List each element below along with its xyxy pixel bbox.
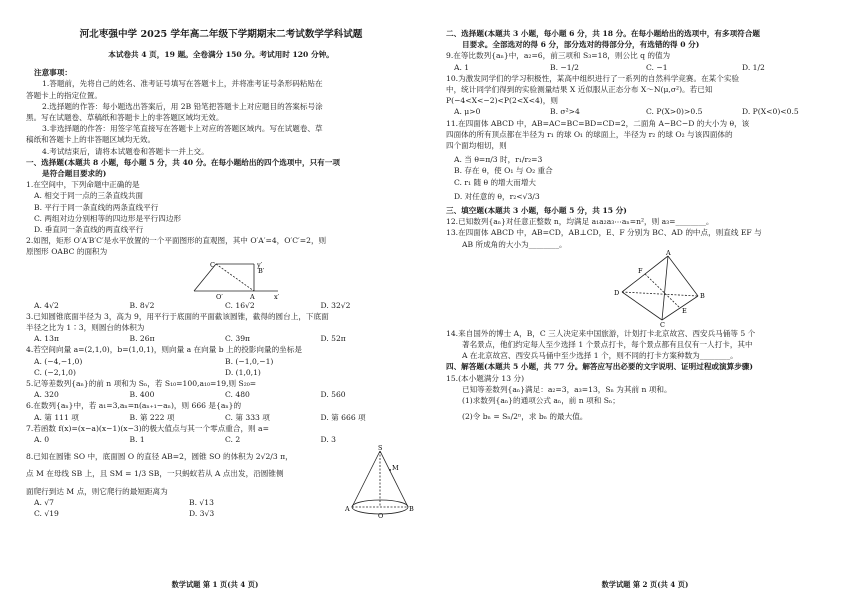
fig-label-x: x′ <box>274 292 280 300</box>
note-line: 2.选择题的作答：每小题选出答案后，用 2B 铅笔把答题卡上对应题目的答案标号涂 <box>42 101 323 111</box>
question-5: 5.记等差数列{aₙ}的前 n 项和为 Sₙ，若 S₁₀=100,a₁₀=19,则 S₂₀= <box>26 379 257 389</box>
note-line: 4.考试结束后，请将本试题卷和答题卡一并上交。 <box>42 146 209 156</box>
question-14: 著名景点，他们约定每人至少选择 1 个景点打卡，每个景点都有且仅有一人打卡，其中 <box>462 340 753 350</box>
option-a: A. μ>0 <box>454 107 481 117</box>
question-7: 7.若函数 f(x)=(x−a)(x−1)(x−3)的极大值点与其一个零点重合，则 a= <box>26 423 269 433</box>
option-d: D. 32√2 <box>320 300 351 310</box>
fig-label-b: B <box>409 505 414 514</box>
fig-label-b: B′ <box>258 266 265 275</box>
question-4-options <box>26 356 416 367</box>
section-heading: 四、解答题(本题共 5 小题，共 77 分。解答应写出必要的文字说明、证明过程或演算步骤) <box>446 362 753 372</box>
exam-page-2 <box>430 0 860 608</box>
question-8: 点 M 在母线 SB 上，且 SM = 1/3 SB，一只蚂蚁若从 A 点出发，沿圆锥侧 <box>26 469 284 479</box>
parallelogram-figure <box>26 258 426 300</box>
option-c: C. P(X>0)>0.5 <box>646 107 703 117</box>
option-b: B. 8√2 <box>129 300 155 310</box>
tetrahedron-figure <box>446 250 838 328</box>
page-footer: 数学试题 第 1 页(共 4 页) <box>171 580 259 589</box>
section-heading: 二、选择题(本题共 3 小题，每小题 6 分，共 18 分。在每小题给出的选项中，有多项符合题 <box>446 29 760 38</box>
exam-subtitle: 本试卷共 4 页，19 题。全卷满分 150 分。考试用时 120 分钟。 <box>108 49 334 59</box>
option-c: C. 16√2 <box>225 300 255 310</box>
notes-heading: 注意事项： <box>34 68 72 78</box>
note-line: 3.非选择题的作答：用签字笔直接写在答题卡上对应的答题区域内。写在试题卷、草 <box>42 124 323 134</box>
question-11: 11.在四面体 ABCD 中，AB=AC=BC=BD=CD=2，二面角 A−BC−D 的大小为 θ，该 <box>446 118 750 128</box>
option-c: C. −1 <box>646 62 668 72</box>
option-c: C. (−2,1,0) <box>34 367 76 377</box>
option-b: B. √13 <box>189 497 214 507</box>
note-line: 稿纸和答题卡上的非答题区域均无效。 <box>26 135 156 145</box>
fig-label-c: C <box>210 260 215 269</box>
question-2: 原图形 OABC 的面积为 <box>26 247 108 257</box>
question-14: 14.来自国外的博士 A，B，C 三人决定来中国旅游，计划打卡北京故宫、西安兵马俑等 5 个 <box>446 328 756 338</box>
question-10: 10.为激发同学们的学习积极性，某高中组织进行了一系列的自然科学竞赛。在某个实验 <box>446 73 740 83</box>
question-13: AB 所成角的大小为________。 <box>462 239 567 249</box>
option-d: D. 3√3 <box>189 509 215 519</box>
option-b: B. 1 <box>129 435 145 445</box>
question-2: 2.如图，矩形 O′A′B′C′是水平放置的一个平面图形的直观图，其中 O′A′=4，O′C′=2，则 <box>26 236 327 246</box>
question-10: 中，统计同学们得到的实验测量结果 X 近似服从正态分布 X～N(μ,σ²)。若已知 <box>446 85 713 95</box>
fig-label-y: y′ <box>257 260 263 269</box>
option-b: B. 26π <box>129 334 155 344</box>
page-footer: 数学试题 第 2 页(共 4 页) <box>601 580 689 589</box>
question-10: P(−4<X<−2)<P(2<X<4)，则 <box>446 96 558 106</box>
option-d: D. (1,0,1) <box>225 367 261 377</box>
option-d: D. 52π <box>320 334 346 344</box>
option-d: D. 垂直同一条直线的两直线平行 <box>34 225 144 235</box>
option-a: A. √7 <box>34 497 54 507</box>
question-2-options <box>26 300 416 311</box>
question-8-options <box>26 508 344 519</box>
option-a: A. (−4,−1,0) <box>34 356 83 366</box>
question-3: 半径之比为 1∶3，则圆台的体积为 <box>26 323 145 333</box>
question-11: 四面体的所有顶点都在半径为 r₁ 的球 O₁ 的球面上，半径为 r₂ 的球 O₂ 与该四面体的 <box>446 129 733 139</box>
question-6-options <box>26 412 416 423</box>
section-heading: 目要求。全部选对的得 6 分，部分选对的得部分分，有选错的得 0 分) <box>462 40 700 50</box>
fig-label-o: O′ <box>216 292 223 300</box>
question-15-part-2: (2)令 bₙ = Sₙ/2ⁿ，求 bₙ 的最大值。 <box>462 412 588 422</box>
option-c: C. 480 <box>225 390 250 400</box>
fig-label-m: M <box>392 464 399 473</box>
option-b: B. 第 222 项 <box>129 412 175 422</box>
fig-label-e: E <box>682 306 687 315</box>
option-a: A. 320 <box>34 390 59 400</box>
question-8: 8.已知在圆锥 SO 中，底面圆 O 的直径 AB=2，圆锥 SO 的体积为 2√2/3 π， <box>26 452 293 462</box>
option-b: B. 400 <box>129 390 155 400</box>
fig-label-o: O <box>378 512 384 521</box>
option-a: A. 13π <box>34 334 59 344</box>
option-d: D. 560 <box>320 390 346 400</box>
question-15-body: 已知等差数列{aₙ}满足：a₂=3，a₃=13，Sₙ 为其前 n 项和。 <box>462 384 672 394</box>
fig-label-a: A <box>345 505 350 514</box>
cone-figure <box>344 445 416 521</box>
option-a: A. 当 θ=π/3 时，r₁/r₂=3 <box>454 155 543 165</box>
option-c: C. r₁ 随 θ 的增大而增大 <box>454 177 537 187</box>
option-c: C. 2 <box>225 435 241 445</box>
question-14: A 在北京故宫、西安兵马俑中至少选择 1 个，则不同的打卡方案种数为________。 <box>462 351 738 361</box>
option-b: B. 平行于同一条直线的两条直线平行 <box>34 202 159 212</box>
exam-title: 河北枣强中学 2025 学年高二年级下学期期末二考试数学学科试题 <box>79 29 363 40</box>
option-a: A. 4√2 <box>34 300 59 310</box>
option-b: B. σ²>4 <box>550 107 580 117</box>
question-1: 1.在空间中，下列命题中正确的是 <box>26 180 140 190</box>
question-8-block <box>26 445 416 521</box>
option-d: D. 第 666 项 <box>320 412 366 422</box>
question-4: 4.若空间向量 a=(2,1,0)，b=(1,0,1)，则向量 a 在向量 b 上的投影向量的坐标是 <box>26 345 302 355</box>
question-9-options <box>446 62 838 73</box>
question-10-options <box>446 106 838 117</box>
option-a: A. 0 <box>34 435 50 445</box>
option-d: D. P(X<0)<0.5 <box>742 107 799 117</box>
question-5-options <box>26 389 416 400</box>
option-b: B. −1/2 <box>550 62 579 72</box>
notes-list <box>26 78 416 156</box>
option-b: B. (−1,0,−1) <box>225 356 274 366</box>
fig-label-d: D <box>614 288 620 297</box>
fig-label-b: B <box>700 291 705 300</box>
fig-label-s: S <box>378 445 383 453</box>
question-12: 12.已知数列{aₙ}对任意正整数 n，均满足 a₁a₂a₃⋯aₙ=n²，则 a₃=________。 <box>446 217 714 227</box>
option-c: C. 39π <box>225 334 251 344</box>
question-4-options <box>26 367 416 378</box>
option-d: D. 3 <box>320 435 336 445</box>
question-8: 面爬行到达 M 点，则它爬行的最短距离为 <box>26 486 168 496</box>
section-heading: 是符合题目要求的) <box>42 169 107 179</box>
question-6: 6.在数列{aₙ}中，若 a₁=3,aₙ=n(aₙ₊₁−aₙ)，则 666 是{aₙ}的 <box>26 401 242 411</box>
question-7-options <box>26 434 416 445</box>
fig-label-a: A <box>250 292 255 300</box>
question-8-options <box>26 497 344 508</box>
note-line: 答题卡上的指定位置。 <box>26 90 102 100</box>
question-3: 3.已知圆锥底面半径为 3，高为 9，用平行于底面的平面截该圆锥，截得的圆台上，下底面 <box>26 311 329 321</box>
option-a: A. 1 <box>454 62 470 72</box>
fig-label-c: C <box>660 320 665 328</box>
question-3-options <box>26 333 416 344</box>
fig-label-f: F <box>638 266 643 275</box>
question-11: 四个面均相切，则 <box>446 141 507 151</box>
question-15-part-1: (1)求数列{aₙ}的通项公式 aₙ，前 n 项和 Sₙ； <box>462 396 620 406</box>
option-a: A. 第 111 项 <box>34 412 79 422</box>
question-13: 13.在四面体 ABCD 中，AB=CD，AB⊥CD，E、F 分别为 BC、AD 的中点，则直线 EF 与 <box>446 228 762 238</box>
option-b: B. 存在 θ，使 O₁ 与 O₂ 重合 <box>454 166 553 176</box>
section-heading: 三、填空题(本题共 3 小题，每小题 5 分，共 15 分) <box>446 206 627 216</box>
option-c: C. 两组对边分别相等的四边形是平行四边形 <box>34 213 182 223</box>
note-line: 黑。写在试题卷、草稿纸和答题卡上的非答题区域均无效。 <box>26 113 224 122</box>
option-a: A. 相交于同一点的三条直线共面 <box>34 191 144 201</box>
question-9: 9.在等比数列{aₙ}中，a₂=6，前三项和 S₃=18，则公比 q 的值为 <box>446 51 671 61</box>
option-c: C. 第 333 项 <box>225 412 270 422</box>
option-d: D. 对任意的 θ，r₂<√3/3 <box>454 191 540 201</box>
section-heading: 一、选择题(本题共 8 小题，每小题 5 分，共 40 分。在每小题给出的四个选项中，只有一项 <box>26 157 340 167</box>
fig-label-a: A <box>666 249 671 257</box>
question-15: 15.(本小题满分 13 分) <box>446 373 525 383</box>
note-line: 1.答题前，先将自己的姓名、准考证号填写在答题卡上，并将准考证号条形码粘贴在 <box>42 79 323 89</box>
option-d: D. 1/2 <box>742 62 765 72</box>
option-c: C. √19 <box>34 509 59 519</box>
